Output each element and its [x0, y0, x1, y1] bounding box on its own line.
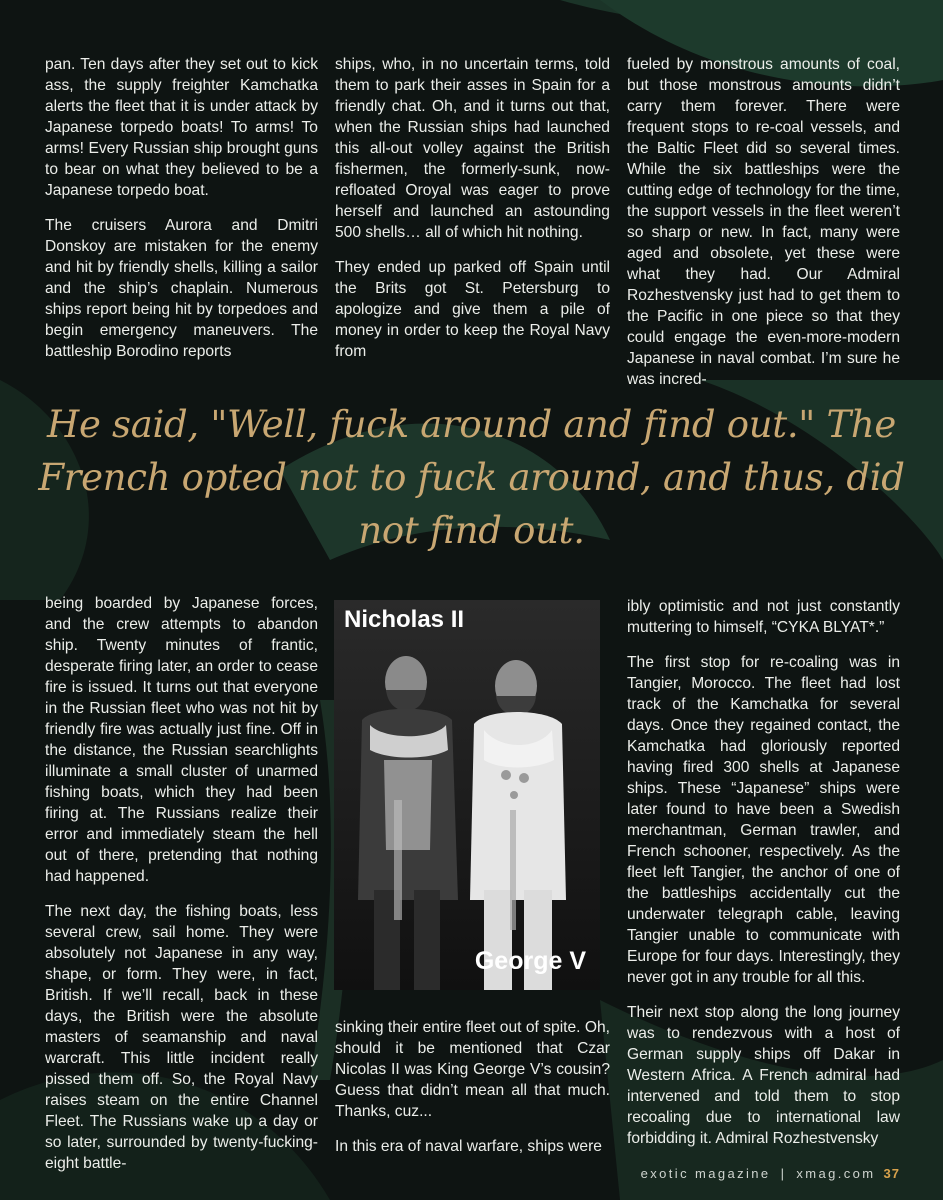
paragraph: fueled by monstrous amounts of coal, but those monstrous amounts didn’t carry them forever. There were frequent stops to re-coal vessels, and the Baltic Fleet did so several times. While the six battleships were the cutting edge of technology for the time, the support vessels in the fleet weren’t so sharp or new. In fact, many were aged and obsolete, yet these were what they had. Our Admiral Rozhestvensky just had to get them to the Pacific in one piece so that they could engage the even-more-modern Japanese in naval combat. I’m sure he was incred- — [627, 56, 900, 388]
photo-illustration — [334, 600, 600, 990]
paragraph: being boarded by Japanese forces, and the crew attempts to abandon ship. Twenty minutes of frantic, desperate firing later, an order to cease fire is issued. It turns out that everyone in the Russian fleet who was not hit by friendly fire was actually just fine. Off in the distance, the Russian searchlights illuminate a small cluster of unarmed fishing boats, which they had been firing at. The Russians realize their error and immediately steam the hell out of there, pretending that nothing had happened. — [45, 595, 318, 885]
paragraph: sinking their entire fleet out of spite. Oh, should it be mentioned that Czar Nicolas II was King George V’s cousin? Guess that didn’t mean all that much. Thanks, cuz... — [335, 1019, 610, 1120]
paragraph: The next day, the fishing boats, less several crew, sail home. They were absolutely not Japanese in any way, shape, or form. They were, in fact, British. If we’ll recall, back in these days, the British were the absolute masters of seamanship and naval warcraft. This little incident really pissed them off. So, the Royal Navy raises steam on the entire Channel Fleet. The Russians wake up a day or so later, surrounded by twenty-fucking-eight battle- — [45, 903, 318, 1172]
paragraph: The cruisers Aurora and Dmitri Donskoy are mistaken for the enemy and hit by friendly shells, killing a sailor and the ship’s chaplain. Numerous ships report being hit by torpedoes and begin emergency maneuvers. The battleship Borodino reports — [45, 217, 318, 360]
pull-quote: He said, "Well, fuck around and find out." The French opted not to fuck around, and thus, did not find out. — [38, 403, 905, 552]
photo-caption-top: Nicholas II — [344, 606, 465, 633]
paragraph: ibly optimistic and not just constantly muttering to himself, “CYKA BLYAT*.” — [627, 598, 900, 636]
footer-separator: | — [780, 1166, 787, 1181]
footer-site-link[interactable]: xmag.com — [796, 1166, 876, 1181]
column-1-top — [45, 54, 318, 362]
footer-magazine: exotic magazine — [640, 1166, 771, 1181]
column-3-bottom — [627, 596, 900, 1149]
page-number: 37 — [883, 1166, 900, 1181]
column-1-bottom — [45, 593, 318, 1174]
photo-nicholas-george — [334, 600, 600, 990]
column-2-top — [335, 54, 610, 362]
column-3-top — [627, 54, 900, 390]
paragraph: pan. Ten days after they set out to kick ass, the supply freighter Kamchatka alerts the fleet that it is under attack by Japanese torpedo boats! To arms! To arms! Every Russian ship brought guns to bear on what they believed to be a Japanese torpedo boat. — [45, 56, 318, 199]
paragraph: In this era of naval warfare, ships were — [335, 1138, 602, 1155]
photo-caption-bottom: George V — [474, 947, 586, 975]
page-footer — [641, 1166, 900, 1181]
paragraph: The first stop for re-coaling was in Tangier, Morocco. The fleet had lost track of the Kamchatka for several days. Once they regained contact, the Kamchatka had gloriously reported having fired 300 shells at Japanese ships. These “Japanese” ships were later found to have been a Swedish merchantman, German trawler, and French schooner, respectively. As the fleet left Tangier, the anchor of one of the battleships accidentally cut the underwater telegraph cable, leaving Tangier unable to communicate with Europe for four days. Interestingly, they never got in any trouble for all this. — [627, 654, 900, 986]
column-2-bottom — [335, 1017, 610, 1157]
paragraph: Their next stop along the long journey was to rendezvous with a host of German supply ships off Dakar in Western Africa. A French admiral had intervened and told them to stop recoaling due to international law forbidding it. Admiral Rozhestvensky — [627, 1004, 900, 1147]
paragraph: ships, who, in no uncertain terms, told them to park their asses in Spain for a friendly chat. Oh, and it turns out that, when the Russian ships had launched this all-out volley against the British fishermen, the formerly-sunk, now-refloated Oroyal was eager to prove herself and launched an astounding 500 shells… all of which hit nothing. — [335, 56, 610, 241]
paragraph: They ended up parked off Spain until the Brits got St. Petersburg to apologize and give them a pile of money in order to keep the Royal Navy from — [335, 259, 610, 360]
